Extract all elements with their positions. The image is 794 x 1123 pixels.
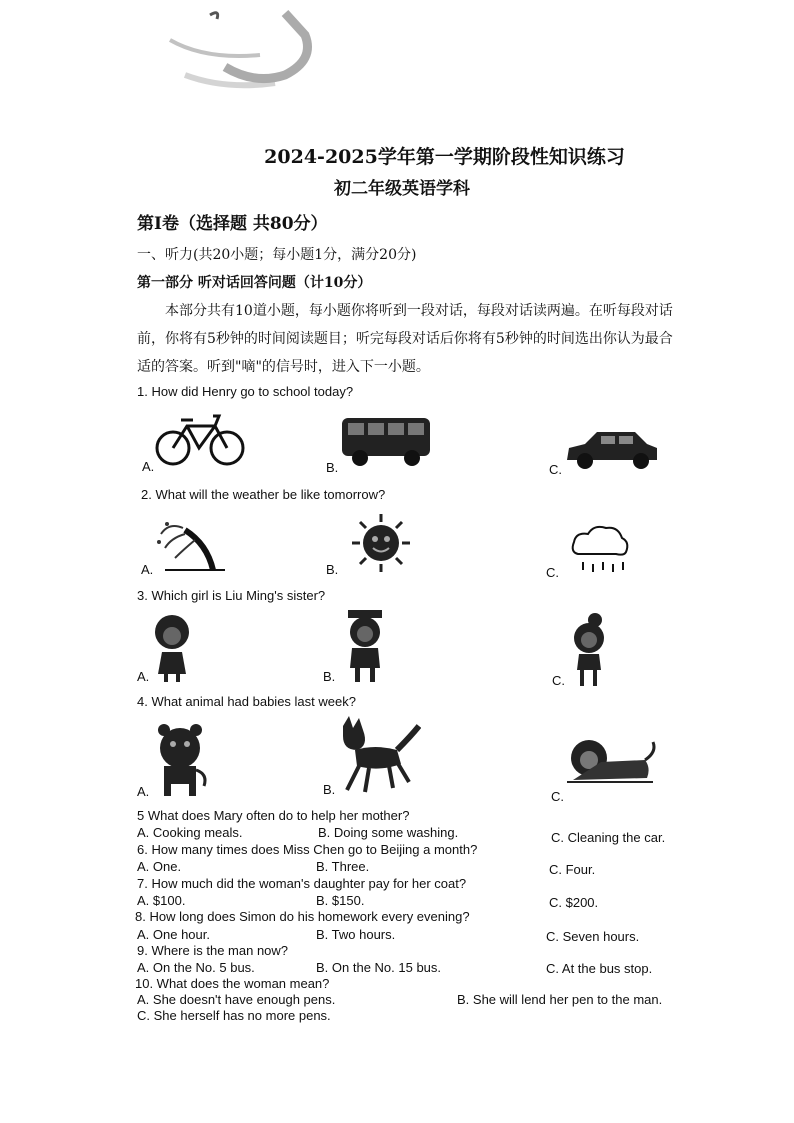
- question-8-stem: 8. How long does Simon do his homework every evening?: [135, 909, 470, 924]
- question-7-stem: 7. How much did the woman's daughter pay for her coat?: [137, 876, 467, 891]
- question-3-stem: 3. Which girl is Liu Ming's sister?: [137, 588, 326, 603]
- q2-option-c[interactable]: C.: [546, 565, 559, 580]
- q3-option-c[interactable]: C.: [552, 673, 565, 688]
- part-heading: 第一部分 听对话回答问题（计10分）: [137, 275, 372, 291]
- q5-option-b[interactable]: B. Doing some washing.: [318, 825, 459, 840]
- page-title: 2024-2025学年第一学期阶段性知识练习: [264, 146, 625, 168]
- page-subtitle: 初二年级英语学科: [334, 179, 470, 199]
- q3-option-a[interactable]: A.: [137, 669, 150, 684]
- q3-option-b[interactable]: B.: [323, 669, 336, 684]
- tiger-icon: [152, 722, 208, 796]
- q7-option-a[interactable]: A. $100.: [137, 893, 186, 908]
- q9-option-c[interactable]: C. At the bus stop.: [546, 961, 653, 976]
- sunny-icon: [350, 512, 412, 574]
- car-icon: [565, 428, 659, 470]
- q7-option-c[interactable]: C. $200.: [549, 895, 599, 910]
- q1-option-c[interactable]: C.: [549, 462, 562, 477]
- question-2-stem: 2. What will the weather be like tomorrow?: [141, 487, 386, 502]
- bus-icon: [340, 416, 432, 468]
- girl-icon: [150, 612, 200, 682]
- q9-option-b[interactable]: B. On the No. 15 bus.: [316, 960, 442, 975]
- question-10-stem: 10. What does the woman mean?: [135, 976, 330, 991]
- scan-smudge: [165, 5, 335, 100]
- question-1-stem: 1. How did Henry go to school today?: [137, 384, 354, 399]
- q5-option-c[interactable]: C. Cleaning the car.: [551, 830, 666, 845]
- q6-option-a[interactable]: A. One.: [137, 859, 182, 874]
- volume-heading: 第I卷（选择题 共80分）: [137, 214, 328, 234]
- q10-option-c[interactable]: C. She herself has no more pens.: [137, 1008, 331, 1023]
- q8-option-a[interactable]: A. One hour.: [137, 927, 210, 942]
- bicycle-icon: [155, 410, 245, 466]
- question-9-stem: 9. Where is the man now?: [137, 943, 289, 958]
- rainy-icon: [568, 522, 632, 578]
- q10-option-b[interactable]: B. She will lend her pen to the man.: [457, 992, 663, 1007]
- windy-icon: [155, 514, 235, 574]
- question-5-stem: 5 What does Mary often do to help her mother?: [137, 808, 410, 823]
- instructions: 本部分共有10道小题，每小题你将听到一段对话，每段对话读两遍。在听每段对话前，你将有5秒钟的时间阅读题目；听完每段对话后你将有5秒钟的时间选出你认为最合适的答案。听到"嘀"的信号时，进入下一小题。: [137, 303, 673, 375]
- q4-option-a[interactable]: A.: [137, 784, 150, 799]
- q4-option-c[interactable]: C.: [551, 789, 564, 804]
- q10-option-a[interactable]: A. She doesn't have enough pens.: [137, 992, 336, 1007]
- wolf-icon: [335, 716, 421, 796]
- question-4-stem: 4. What animal had babies last week?: [137, 694, 356, 709]
- q1-option-a[interactable]: A.: [142, 459, 155, 474]
- q9-option-a[interactable]: A. On the No. 5 bus.: [137, 960, 255, 975]
- q5-option-a[interactable]: A. Cooking meals.: [137, 825, 243, 840]
- q2-option-b[interactable]: B.: [326, 562, 339, 577]
- girl-icon: [565, 612, 615, 688]
- girl-icon: [340, 608, 392, 684]
- q6-option-c[interactable]: C. Four.: [549, 862, 596, 877]
- q4-option-b[interactable]: B.: [323, 782, 336, 797]
- q8-option-b[interactable]: B. Two hours.: [316, 927, 396, 942]
- question-6-stem: 6. How many times does Miss Chen go to Beijing a month?: [137, 842, 478, 857]
- q8-option-c[interactable]: C. Seven hours.: [546, 929, 640, 944]
- lion-icon: [565, 738, 657, 786]
- q7-option-b[interactable]: B. $150.: [316, 893, 365, 908]
- section-heading: 一、听力(共20小题；每小题1分，满分20分): [137, 247, 417, 263]
- q1-option-b[interactable]: B.: [326, 460, 339, 475]
- q6-option-b[interactable]: B. Three.: [316, 859, 370, 874]
- q2-option-a[interactable]: A.: [141, 562, 154, 577]
